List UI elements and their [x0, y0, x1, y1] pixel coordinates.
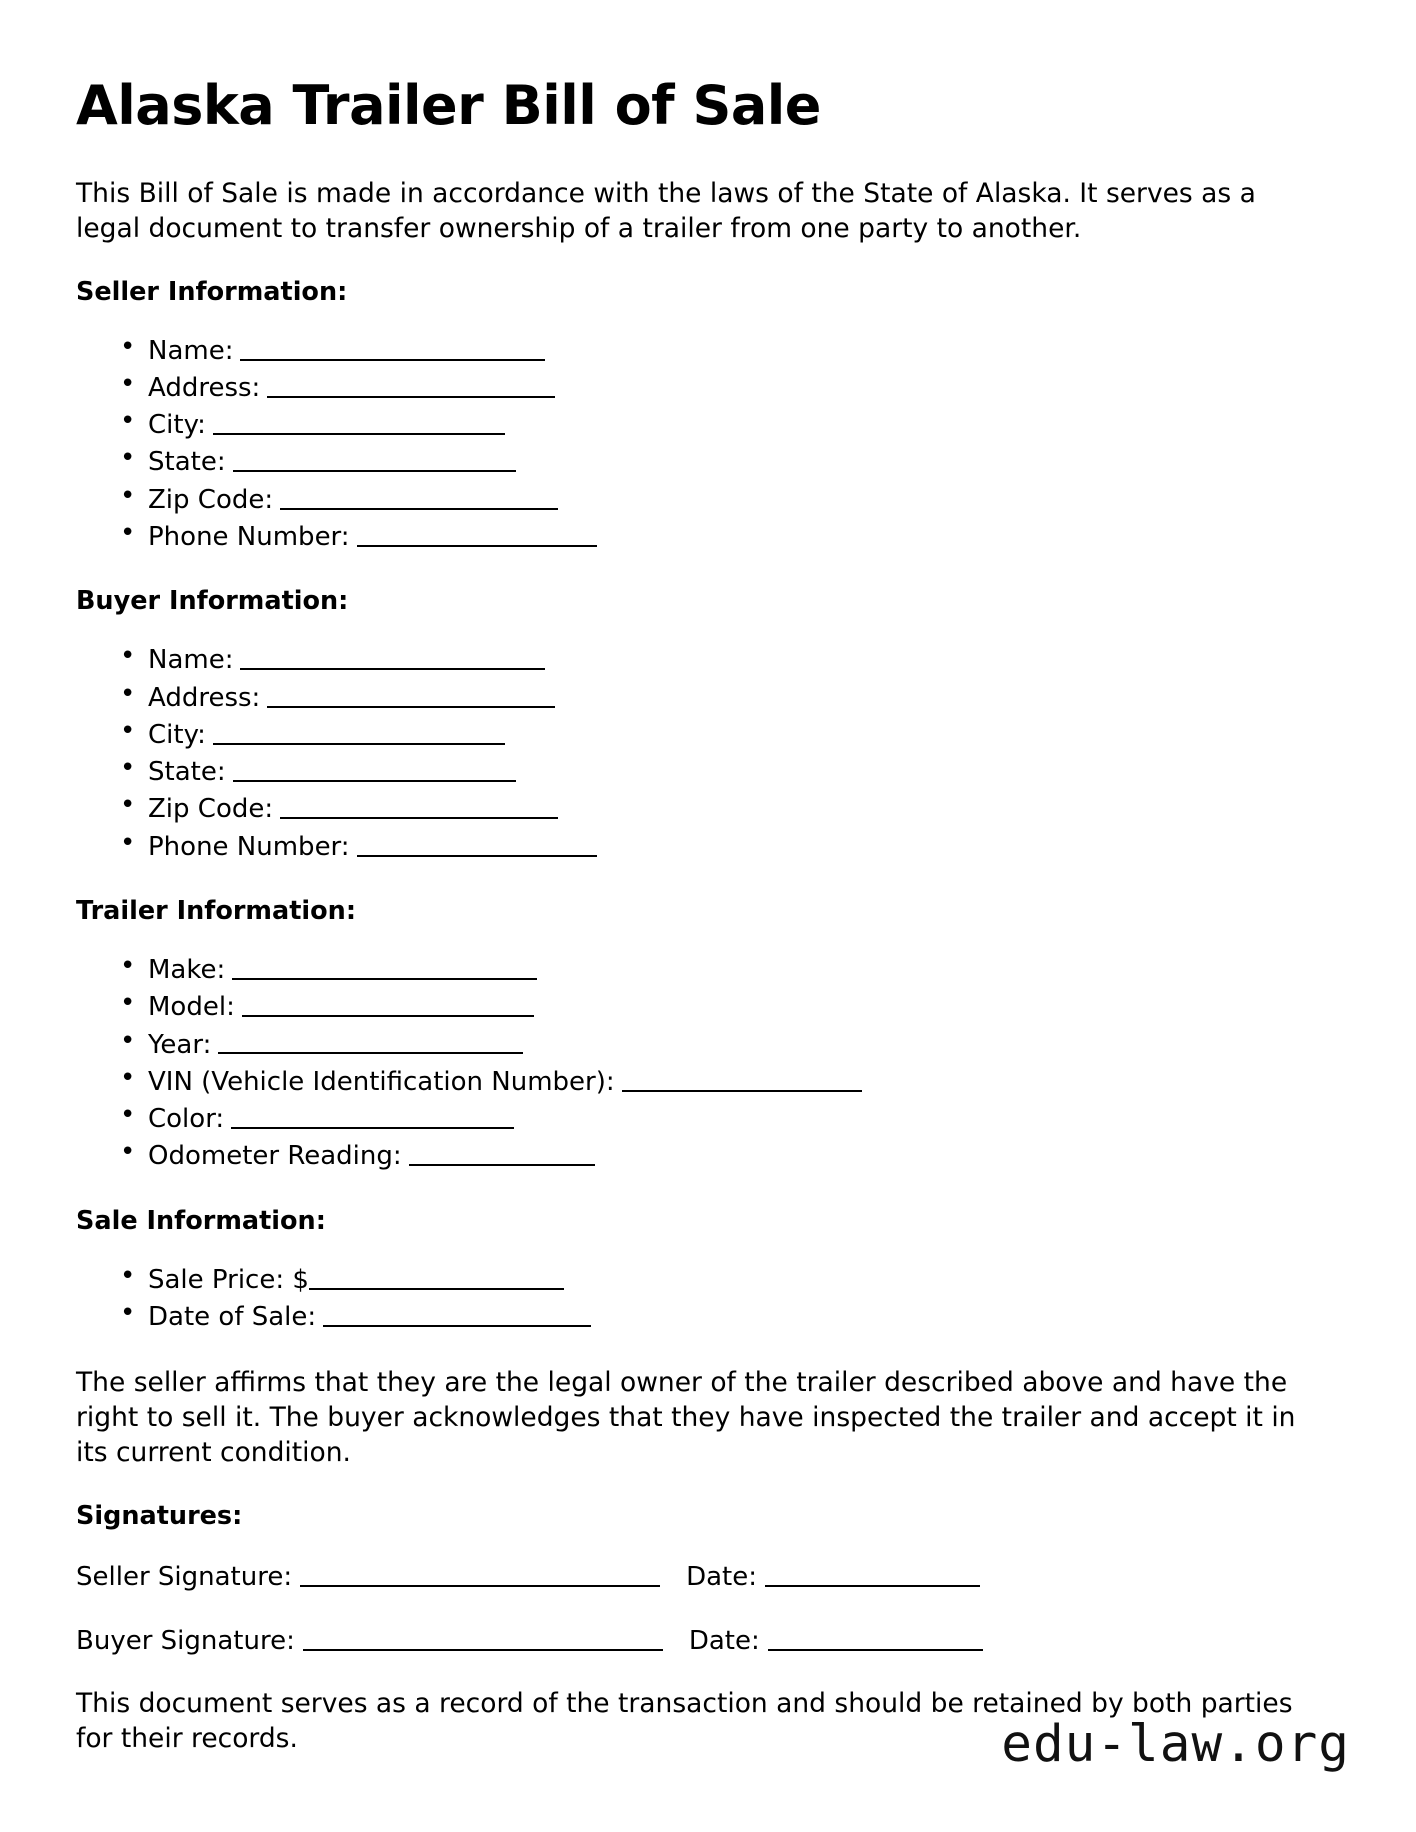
bullet-icon: • — [120, 1137, 136, 1168]
trailer-odometer-blank[interactable] — [409, 1140, 595, 1166]
trailer-color-blank[interactable] — [231, 1103, 514, 1129]
signatures-section-heading: Signatures: — [76, 1501, 243, 1532]
bullet-icon: • — [120, 641, 136, 672]
bullet-icon: • — [120, 790, 136, 821]
bullet-icon: • — [120, 480, 136, 511]
list-item — [120, 680, 1340, 713]
field-label: Sale Price: $ — [148, 1264, 309, 1295]
bullet-icon: • — [120, 678, 136, 709]
seller-city-blank[interactable] — [213, 409, 505, 435]
trailer-make-blank[interactable] — [232, 954, 537, 980]
buyer-phone-blank[interactable] — [357, 831, 597, 857]
field-label: Phone Number: — [148, 521, 350, 552]
trailer-year-blank[interactable] — [218, 1029, 523, 1055]
seller-field-list — [76, 333, 1340, 553]
sale-field-list — [76, 1262, 1340, 1333]
seller-address-blank[interactable] — [267, 372, 555, 398]
seller-date-label: Date: — [686, 1562, 757, 1593]
list-item — [120, 1138, 1340, 1171]
trailer-section-heading: Trailer Information: — [76, 896, 357, 926]
closing-paragraph: This document serves as a record of the transaction and should be retained by both parties for their records. — [76, 1687, 1293, 1754]
buyer-date-label: Date: — [688, 1625, 760, 1656]
list-item — [120, 829, 1340, 862]
bullet-icon: • — [120, 1297, 136, 1328]
bullet-icon: • — [120, 331, 136, 362]
list-item — [120, 370, 1340, 403]
sale-price-blank[interactable] — [309, 1264, 564, 1290]
field-label: State: — [148, 757, 226, 788]
bullet-icon: • — [120, 1025, 136, 1056]
sale-date-blank[interactable] — [323, 1301, 591, 1327]
seller-signature-row — [76, 1559, 1340, 1593]
field-label: Name: — [148, 645, 234, 676]
field-label: Zip Code: — [148, 794, 274, 825]
list-item — [120, 1262, 1340, 1295]
intro-paragraph: This Bill of Sale is made in accordance with the laws of the State of Alaska. It serves as a legal document to transfer ownership of a trailer from one party to another. — [76, 177, 1256, 244]
field-label: Phone Number: — [148, 831, 350, 862]
bullet-icon: • — [120, 715, 136, 746]
trailer-model-blank[interactable] — [242, 991, 534, 1017]
buyer-address-blank[interactable] — [267, 682, 555, 708]
field-label: City: — [148, 410, 206, 441]
list-item — [120, 333, 1340, 366]
field-label: Color: — [148, 1104, 225, 1135]
field-label: Address: — [148, 682, 261, 713]
list-item — [120, 717, 1340, 750]
buyer-signature-label: Buyer Signature: — [76, 1625, 295, 1656]
bullet-icon: • — [120, 1062, 136, 1093]
buyer-section-heading: Buyer Information: — [76, 586, 349, 617]
bullet-icon: • — [120, 1260, 136, 1291]
list-item — [120, 1101, 1340, 1134]
field-label: State: — [148, 447, 226, 478]
field-label: Model: — [148, 992, 235, 1023]
bullet-icon: • — [120, 443, 136, 474]
buyer-signature-blank[interactable] — [303, 1625, 663, 1651]
seller-phone-blank[interactable] — [357, 521, 597, 547]
list-item — [120, 407, 1340, 440]
field-label: VIN (Vehicle Identification Number): — [148, 1066, 615, 1097]
seller-name-blank[interactable] — [240, 335, 545, 361]
list-item — [120, 444, 1340, 477]
list-item — [120, 642, 1340, 675]
bullet-icon: • — [120, 518, 136, 549]
list-item — [120, 1027, 1340, 1060]
bullet-icon: • — [120, 988, 136, 1019]
seller-date-blank[interactable] — [765, 1561, 980, 1587]
list-item — [120, 482, 1340, 515]
seller-section-heading: Seller Information: — [76, 276, 348, 307]
buyer-date-blank[interactable] — [768, 1625, 983, 1651]
bullet-icon: • — [120, 406, 136, 437]
trailer-vin-blank[interactable] — [622, 1066, 862, 1092]
seller-zip-blank[interactable] — [280, 484, 558, 510]
field-label: Zip Code: — [148, 484, 274, 515]
page-title: Alaska Trailer Bill of Sale — [76, 74, 821, 137]
list-item — [120, 1299, 1340, 1332]
buyer-zip-blank[interactable] — [280, 793, 558, 819]
bullet-icon: • — [120, 753, 136, 784]
buyer-signature-row — [76, 1623, 1340, 1657]
field-label: Date of Sale: — [148, 1301, 317, 1332]
list-item — [120, 754, 1340, 787]
field-label: City: — [148, 719, 206, 750]
field-label: Year: — [148, 1029, 212, 1060]
sale-section-heading: Sale Information: — [76, 1205, 326, 1236]
affirmation-paragraph: The seller affirms that they are the legal owner of the trailer described above and have the right to sell it. The buyer acknowledges that they have inspected the trailer and accept it in its current condition. — [76, 1367, 1296, 1469]
field-label: Make: — [148, 954, 226, 985]
list-item — [120, 791, 1340, 824]
list-item — [120, 989, 1340, 1022]
trailer-field-list — [76, 952, 1340, 1172]
buyer-city-blank[interactable] — [213, 719, 505, 745]
bullet-icon: • — [120, 951, 136, 981]
buyer-field-list — [76, 642, 1340, 862]
buyer-state-blank[interactable] — [233, 756, 516, 782]
list-item — [120, 1064, 1340, 1097]
site-watermark: edu-law.org — [1001, 1715, 1350, 1774]
field-label: Odometer Reading: — [148, 1141, 402, 1172]
list-item — [120, 519, 1340, 552]
buyer-name-blank[interactable] — [240, 644, 545, 670]
bullet-icon: • — [120, 827, 136, 858]
seller-signature-label: Seller Signature: — [76, 1562, 293, 1593]
field-label: Address: — [148, 372, 261, 403]
seller-state-blank[interactable] — [233, 446, 516, 472]
seller-signature-blank[interactable] — [300, 1561, 660, 1587]
bullet-icon: • — [120, 368, 136, 399]
list-item — [120, 952, 1340, 985]
bullet-icon: • — [120, 1100, 136, 1131]
field-label: Name: — [148, 335, 234, 366]
